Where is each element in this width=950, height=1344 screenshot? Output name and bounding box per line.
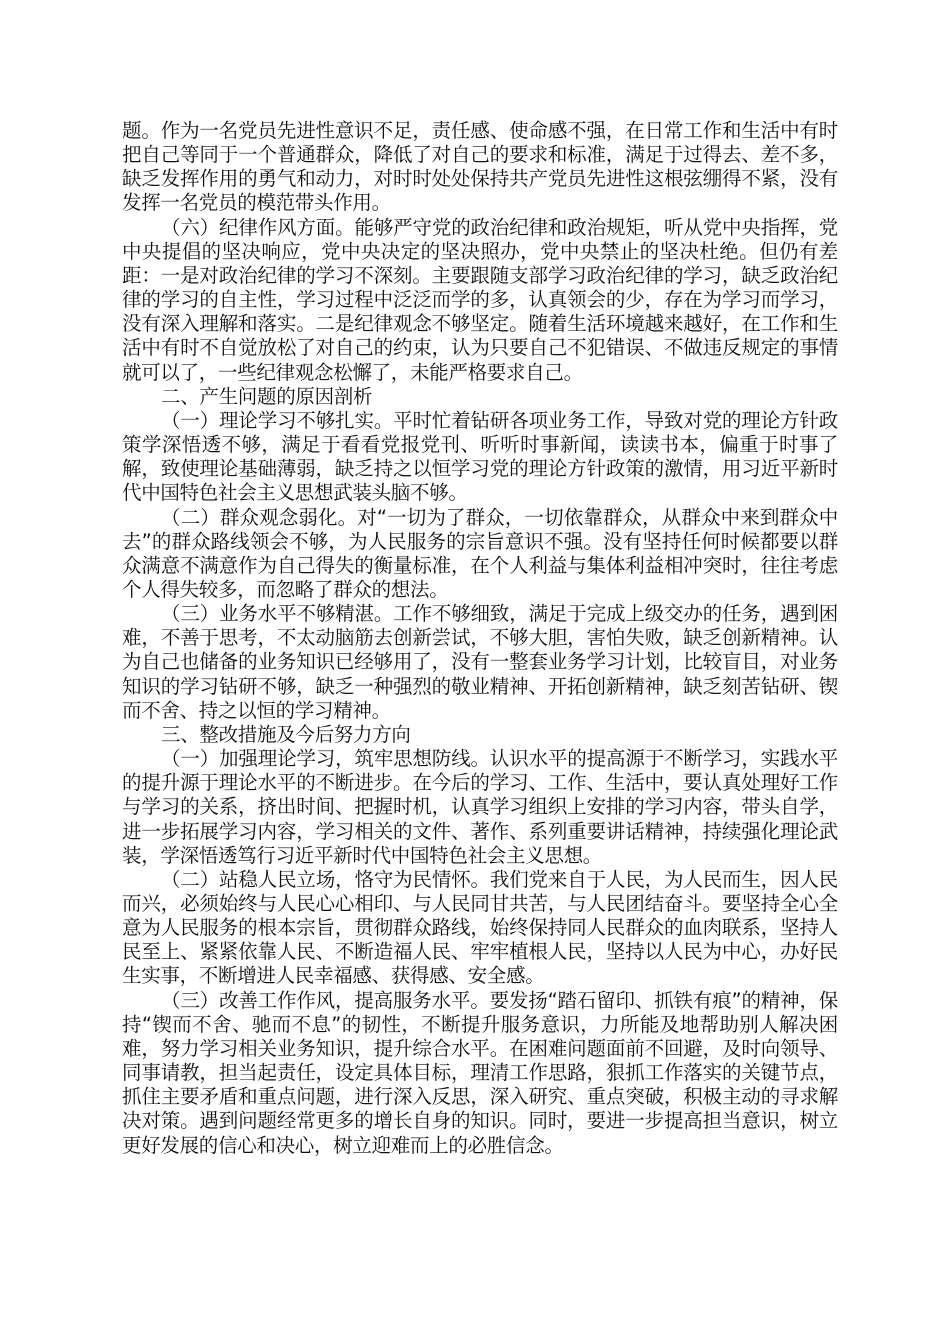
document-body	[122, 119, 838, 1158]
paragraph-work-style: （三）改善工作作风，提高服务水平。要发扬“踏石留印、抓铁有痕”的精神，保持“锲而不舍、驰而不息”的韧性，不断提升服务意识，力所能及地帮助别人解决困难，努力学习相关业务知识，提升综合水平。在困难问题面前不回避，及时向领导、同事请教，担当起责任，设定具体目标，理清工作思路，狠抓工作落实的关键节点，抓住主要矛盾和重点问题，进行深入反思，深入研究、重点突破，积极主动的寻求解决对策。遇到问题经常更多的增长自身的知识。同时，要进一步提高担当意识，树立更好发展的信心和决心，树立迎难而上的必胜信念。	[122, 988, 838, 1157]
paragraph-continuation: 题。作为一名党员先进性意识不足，责任感、使命感不强，在日常工作和生活中有时把自己等同于一个普通群众，降低了对自己的要求和标准，满足于过得去、差不多，缺乏发挥作用的勇气和动力，对时时处处保持共产党员先进性这根弦绷得不紧，没有发挥一名党员的模范带头作用。	[122, 119, 838, 215]
paragraph-theory-study: （一）理论学习不够扎实。平时忙着钻研各项业务工作，导致对党的理论方针政策学深悟透不够，满足于看看党报党刊、听听时事新闻，读读书本，偏重于时事了解，致使理论基础薄弱，缺乏持之以恒学习党的理论方针政策的激情，用习近平新时代中国特色社会主义思想武装头脑不够。	[122, 408, 838, 505]
section-heading-rectification: 三、整改措施及今后努力方向	[161, 722, 411, 746]
paragraph-mass-concept: （二）群众观念弱化。对“一切为了群众，一切依靠群众，从群众中来到群众中去”的群众路线领会不够，为人民服务的宗旨意识不强。没有坚持任何时候都要以群众满意不满意作为自己得失的衡量标准，在个人利益与集体利益相冲突时，往往考虑个人得失较多，而忽略了群众的想法。	[122, 505, 838, 601]
paragraph-professional-level: （三）业务水平不够精湛。工作不够细致，满足于完成上级交办的任务，遇到困难，不善于思考，不太动脑筋去创新尝试，不够大胆，害怕失败，缺乏创新精神。认为自己也储备的业务知识已经够用了，没有一整套业务学习计划，比较盲目，对业务知识的学习钻研不够，缺乏一种强烈的敬业精神、开拓创新精神，缺乏刻苦钻研、锲而不舍、持之以恒的学习精神。	[122, 602, 838, 722]
section-heading-cause-analysis: 二、产生问题的原因剖析	[161, 384, 373, 408]
paragraph-people-stance: （二）站稳人民立场，恪守为民情怀。我们党来自于人民，为人民而生，因人民而兴，必须始终与人民心心相印、与人民同甘共苦，与人民团结奋斗。要坚持全心全意为人民服务的根本宗旨，贯彻群众路线，始终保持同人民群众的血肉联系，坚持人民至上、紧紧依靠人民、不断造福人民、牢牢植根人民，坚持以人民为中心，办好民生实事，不断增进人民幸福感、获得感、安全感。	[122, 867, 838, 988]
paragraph-strengthen-theory: （一）加强理论学习，筑牢思想防线。认识水平的提高源于不断学习，实践水平的提升源于理论水平的不断进步。在今后的学习、工作、生活中，要认真处理好工作与学习的关系，挤出时间、把握时机，认真学习组织上安排的学习内容，带头自学，进一步拓展学习内容，学习相关的文件、著作、系列重要讲话精神，持续强化理论武装，学深悟透笃行习近平新时代中国特色社会主义思想。	[122, 747, 838, 867]
paragraph-discipline-style: （六）纪律作风方面。能够严守党的政治纪律和政治规矩，听从党中央指挥，党中央提倡的坚决响应，党中央决定的坚决照办，党中央禁止的坚决杜绝。但仍有差距：一是对政治纪律的学习不深刻。主要跟随支部学习政治纪律的学习，缺乏政治纪律的学习的自主性，学习过程中泛泛而学的多，认真领会的少，存在为学习而学习，没有深入理解和落实。二是纪律观念不够坚定。随着生活环境越来越好，在工作和生活中有时不自觉放松了对自己的约束，认为只要自己不犯错误、不做违反规定的事情就可以了，一些纪律观念松懈了，未能严格要求自己。	[122, 215, 838, 384]
